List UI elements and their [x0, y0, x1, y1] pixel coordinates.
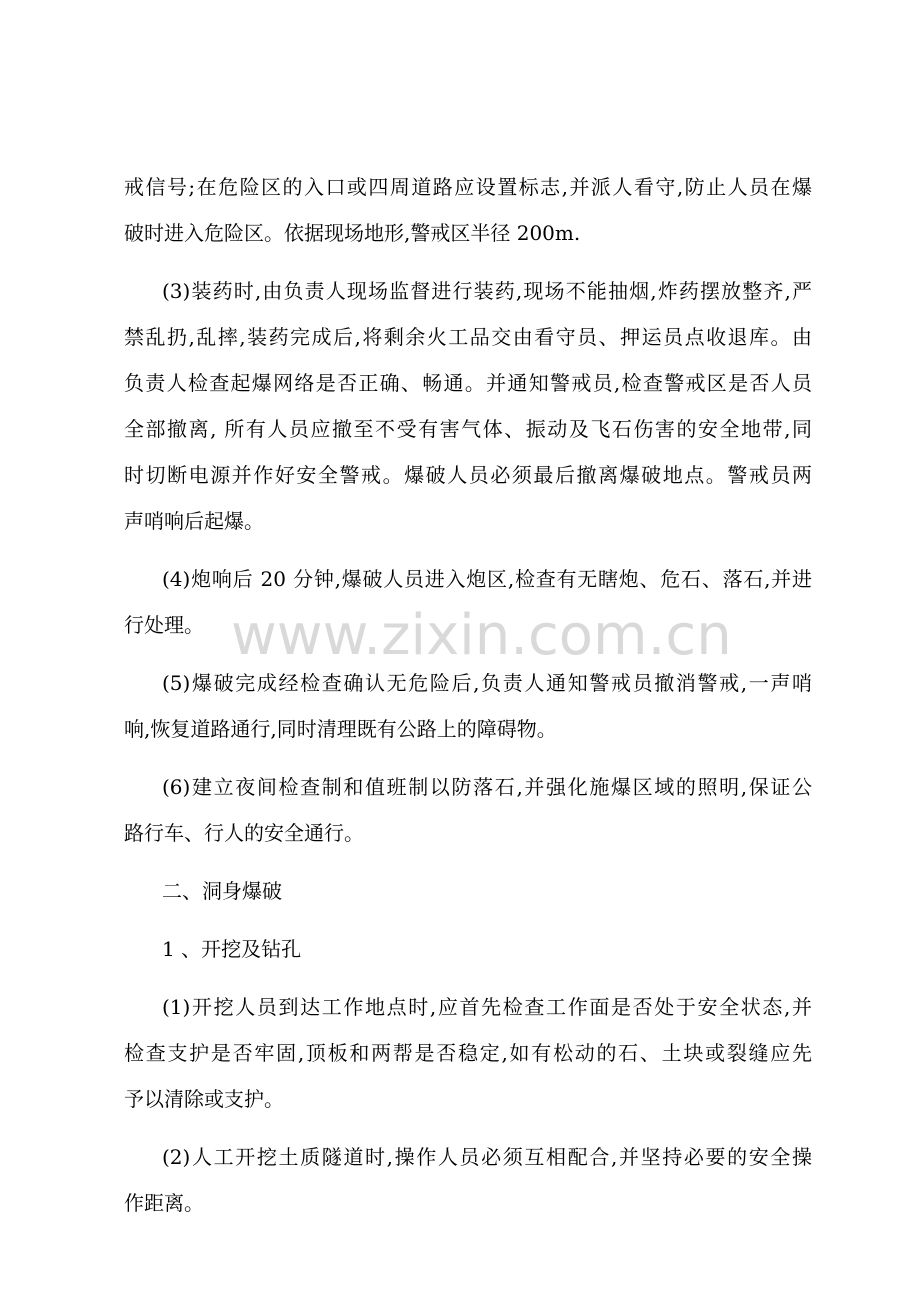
paragraph-5-line: (5)爆破完成经检查确认无危险后,负责人通知警戒员撤消警戒,一声哨: [162, 671, 812, 695]
text-line: 路行车、行人的安全通行。: [124, 821, 364, 845]
text-line: 响,恢复道路通行,同时清理既有公路上的障碍物。: [124, 717, 557, 741]
text-line: 破时进入危险区。依据现场地形,警戒区半径 200m.: [124, 221, 581, 245]
watermark-text: www.zixin.com.cn: [231, 603, 732, 668]
paragraph-4-line: (4)炮响后 20 分钟,爆破人员进入炮区,检查有无瞎炮、危石、落石,并进: [162, 567, 812, 591]
text-line: 声哨响后起爆。: [124, 509, 264, 533]
text-line: 禁乱扔,乱摔,装药完成后,将剩余火工品交由看守员、押运员点收退库。由: [124, 325, 812, 349]
document-body: [124, 164, 812, 1226]
text-line: 全部撤离, 所有人员应撤至不受有害气体、振动及飞石伤害的安全地带,同: [124, 417, 812, 441]
text-line: 检查支护是否牢固,顶板和两帮是否稳定,如有松动的石、土块或裂缝应先: [124, 1041, 812, 1065]
section-heading: 二、洞身爆破: [162, 879, 282, 903]
paragraph-6-line: (6)建立夜间检查制和值班制以防落石,并强化施爆区域的照明,保证公: [162, 775, 812, 799]
text-line: 负责人检查起爆网络是否正确、畅通。并通知警戒员,检查警戒区是否人员: [124, 371, 812, 395]
text-line: 时切断电源并作好安全警戒。爆破人员必须最后撤离爆破地点。警戒员两: [124, 463, 812, 487]
text-line: 行处理。: [124, 613, 204, 637]
paragraph-1-line: (1)开挖人员到达工作地点时,应首先检查工作面是否处于安全状态,并: [162, 995, 812, 1019]
paragraph-3-line: (3)装药时,由负责人现场监督进行装药,现场不能抽烟,炸药摆放整齐,严: [162, 279, 812, 303]
text-line: 予以清除或支护。: [124, 1087, 284, 1111]
text-line: 作距离。: [124, 1191, 204, 1215]
subsection-heading: 1 、开挖及钻孔: [162, 937, 302, 961]
text-line: 戒信号;在危险区的入口或四周道路应设置标志,并派人看守,防止人员在爆: [124, 175, 812, 199]
paragraph-2-line: (2)人工开挖土质隧道时,操作人员必须互相配合,并坚持必要的安全操: [162, 1145, 812, 1169]
